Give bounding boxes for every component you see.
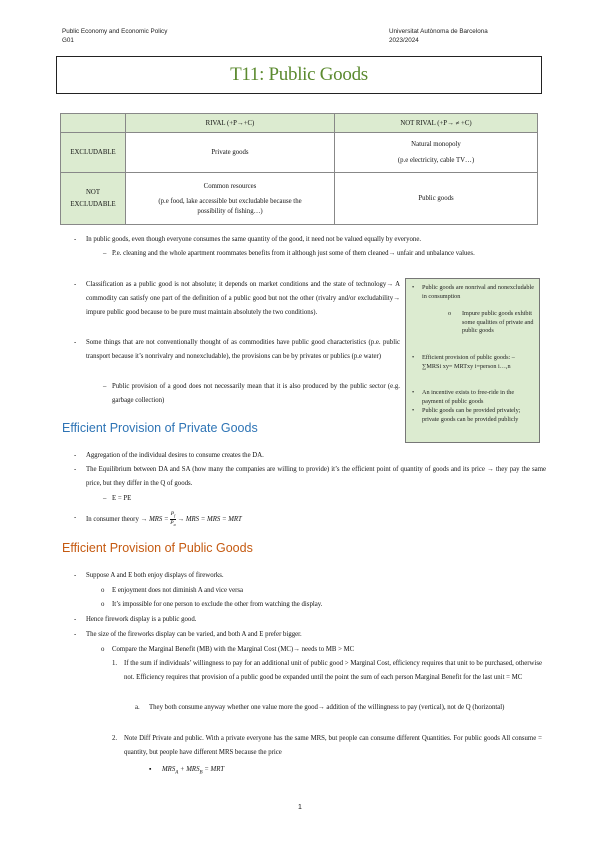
- header-year: 2023/2024: [389, 37, 419, 44]
- sub-bullet-enjoyment: E enjoyment does not diminish A and vice versa: [112, 587, 244, 594]
- summary-provided-privately: Public goods can be provided privately; private goods can be provided publicly: [422, 407, 521, 423]
- summary-box: [405, 278, 540, 443]
- summary-sub-bullet-icon: o: [448, 310, 452, 317]
- lettered-vertical-addition: They both consume anyway whether one value more the good→ addition of the willingness to pay (vertical), not de Q (horizontal): [149, 704, 505, 711]
- natural-monopoly-note: (p.e electricity, cable TV…): [397, 156, 475, 164]
- not-excludable-line1: NOT: [86, 188, 100, 196]
- summary-bullet-icon: •: [412, 284, 415, 291]
- title-box: [56, 56, 542, 94]
- table-header-rival: RIVAL (+P→+C): [126, 114, 335, 133]
- numbered-diff-private-public: Note Diff Private and public. With a private everyone has the same MRS, but people can consume different Quantities. For public goods All consume = quantity, but people have different MRS because the price: [124, 735, 542, 756]
- bullet-public-goods-valued: In public goods, even though everyone consumes the same quantity of the good, it need not be valued equally by everyone.: [86, 236, 422, 243]
- heading-public-goods: Efficient Provision of Public Goods: [62, 541, 253, 555]
- bullet-fireworks: Suppose A and E both enjoy displays of fireworks.: [86, 572, 224, 579]
- sub-bullet-exclude: It’s impossible for one person to exclude the other from watching the display.: [112, 601, 323, 608]
- not-excludable-line2: EXCLUDABLE: [70, 200, 116, 208]
- numbered-willingness-to-pay: If the sum if individuals’ willingness to pay for an additional unit of public good > Marginal Cost, efficiency requires that unit to be purchased, otherwise not. Efficiency requires that provision of a public good be expanded until the point the sum of each person Marginal Benefit for the last unit = MC: [124, 660, 542, 681]
- header-university-name: Universitat Autònoma de Barcelona: [389, 28, 488, 35]
- sub-bullet-icon: o: [101, 601, 105, 608]
- bullet-conventional-commodities: Some things that are not conventionally thought of as commodities have public good characteristics (p.e. public transport because it’s nonrivalry and nonexcludable), the provisions can be by privates or publics (p.e water): [86, 339, 400, 360]
- table-row-not-excludable: [61, 173, 126, 225]
- summary-free-ride: An incentive exists to free-ride in the payment of public goods: [422, 389, 515, 405]
- bullet-dash: -: [74, 452, 77, 459]
- summary-efficient-provision: Efficient provision of public goods: – ∑MRSi xy= MRTxy i=person i…,n: [422, 354, 515, 370]
- table-row-excludable: EXCLUDABLE: [61, 133, 126, 173]
- cell-private-goods: [126, 133, 335, 173]
- cell-natural-monopoly: [335, 133, 538, 173]
- lettered-item-a: a.: [135, 704, 140, 711]
- header-course: [62, 27, 167, 45]
- sub-bullet-dash: –: [103, 495, 107, 502]
- square-bullet-icon: ▪: [149, 766, 152, 773]
- common-resources-note: (p.e food, lake accessible but excludable because the possibility of fishing…): [158, 197, 302, 215]
- sub-bullet-icon: o: [101, 646, 105, 653]
- natural-monopoly-label: Natural monopoly: [411, 140, 461, 148]
- formula-plus-mrs: + MRS: [178, 766, 200, 773]
- public-goods-label: Public goods: [418, 195, 454, 202]
- denominator-sub: a: [173, 522, 176, 528]
- summary-impure-goods: Impure public goods exhibit some qualities of private and public goods: [462, 310, 534, 335]
- bullet-dash: -: [74, 514, 77, 521]
- consumer-theory-prefix: In consumer theory →: [86, 516, 148, 524]
- sub-bullet-e-pe: E = PE: [112, 495, 132, 502]
- cell-public-goods: [335, 173, 538, 225]
- bullet-classification: Classification as a public good is not absolute; it depends on market conditions and the state of technology→ A commodity can satisfy one part of the definition of a public good but not the other (rivalry and/or excludability→ impure public good because to be pure must maintain absolutely the two conditions).: [86, 281, 400, 316]
- private-goods-label: Private goods: [211, 149, 249, 156]
- numerator-sub: f: [174, 513, 176, 519]
- summary-bullet-icon: •: [412, 354, 415, 361]
- sub-bullet-dash: –: [103, 250, 107, 257]
- bullet-dash: -: [74, 236, 77, 243]
- price-ratio-fraction: [170, 511, 175, 528]
- bullet-equilibrium: The Equilibrium between DA and SA (how many the companies are willing to provide) it’s the efficient point of quantity of goods and its price → they pay the same price, but they differ in the Q of goods.: [86, 466, 546, 487]
- sub-bullet-icon: o: [101, 587, 105, 594]
- formula-a-sub: A: [175, 770, 179, 776]
- heading-private-goods: Efficient Provision of Private Goods: [62, 421, 258, 435]
- bullet-dash: -: [74, 631, 77, 638]
- sub-bullet-cleaning-example: P.e. cleaning and the whole apartment roommates benefits from it although just some of them cleaned→ unfair and unbalance values.: [112, 250, 475, 257]
- bullet-consumer-theory: [86, 511, 242, 528]
- bullet-dash: -: [74, 572, 77, 579]
- bullet-aggregation: Aggregation of the individual desires to consume creates the DA.: [86, 452, 264, 459]
- formula-b-sub: B: [199, 770, 203, 776]
- formula-mrs-a: MRS: [162, 766, 176, 773]
- table-header-not-rival: NOT RIVAL (+P→ ≠ +C): [335, 114, 538, 133]
- summary-nonrival: Public goods are nonrival and nonexcludable in consumption: [422, 284, 534, 300]
- bullet-dash: -: [74, 339, 77, 346]
- bullet-firework-public-good: Hence firework display is a public good.: [86, 616, 197, 623]
- mrs-formula-start: MRS =: [149, 516, 169, 524]
- sub-bullet-dash: –: [103, 383, 107, 390]
- page-title: T11: Public Goods: [230, 64, 368, 85]
- sub-bullet-public-provision: Public provision of a good does not necessarily mean that it is also produced by the public sector (e.g. garbage collection): [112, 383, 400, 404]
- sub-bullet-compare-mb-mc: Compare the Marginal Benefit (MB) with the Marginal Cost (MC)→ needs to MB > MC: [112, 646, 355, 653]
- formula-equals-mrt: = MRT: [202, 766, 225, 773]
- summary-bullet-icon: •: [412, 389, 415, 396]
- header-course-name: Public Economy and Economic Policy: [62, 28, 168, 35]
- fraction-denominator: [170, 520, 175, 528]
- header-group: G01: [62, 37, 74, 44]
- header-university: [389, 27, 488, 45]
- summary-bullet-icon: •: [412, 407, 415, 414]
- table-corner-cell: [61, 114, 126, 133]
- cell-common-resources: [126, 173, 335, 225]
- fraction-numerator: [170, 511, 175, 520]
- bullet-dash: -: [74, 281, 77, 288]
- numbered-item-1: 1.: [112, 660, 118, 667]
- bullet-fireworks-size: The size of the fireworks display can be varied, and both A and E prefer bigger.: [86, 631, 302, 638]
- denominator-p: P: [170, 520, 174, 527]
- numerator-p: P: [170, 511, 175, 517]
- bullet-dash: -: [74, 616, 77, 623]
- mrs-formula-end: → MRS = MRS = MRT: [177, 516, 242, 524]
- numbered-item-2: 2.: [112, 735, 118, 742]
- formula-sum-mrs: [162, 763, 224, 780]
- goods-classification-table: [60, 113, 538, 225]
- bullet-dash: -: [74, 466, 77, 473]
- common-resources-label: Common resources: [203, 182, 257, 190]
- page-number: 1: [298, 804, 302, 811]
